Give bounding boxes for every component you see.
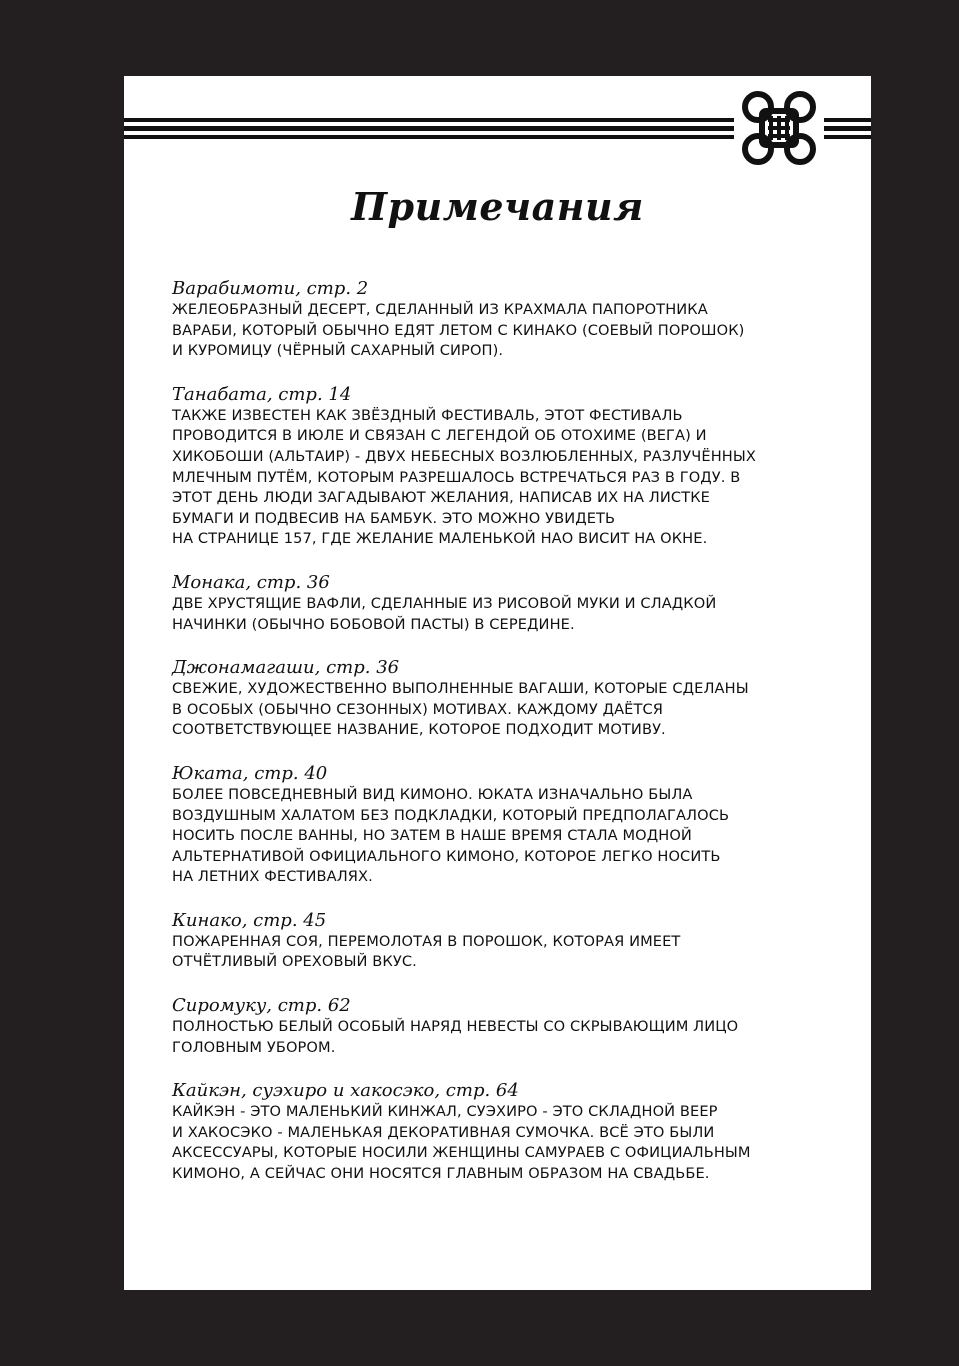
note-text-line: ПОЛНОСТЬЮ БЕЛЫЙ ОСОБЫЙ НАРЯД НЕВЕСТЫ СО СКРЫВАЮЩИМ ЛИЦО [172,1018,739,1036]
note-entry [172,1080,822,1184]
note-text-line: ГОЛОВНЫМ УБОРОМ. [172,1038,336,1056]
note-text-line: ВАРАБИ, КОТОРЫЙ ОБЫЧНО ЕДЯТ ЛЕТОМ С КИНАКО (СОЕВЫЙ ПОРОШОК) [172,321,745,339]
note-text-line: НА СТРАНИЦЕ 157, ГДЕ ЖЕЛАНИЕ МАЛЕНЬКОЙ НАО ВИСИТ НА ОКНЕ. [172,530,708,548]
note-text-line: В ОСОБЫХ (ОБЫЧНО СЕЗОННЫХ) МОТИВАХ. КАЖДОМУ ДАЁТСЯ [172,700,664,718]
note-entry [172,384,822,550]
note-text-line: ПОЖАРЕННАЯ СОЯ, ПЕРЕМОЛОТАЯ В ПОРОШОК, КОТОРАЯ ИМЕЕТ [172,932,681,950]
note-entry [172,910,822,973]
note-entry [172,657,822,741]
note-text-line: ВОЗДУШНЫМ ХАЛАТОМ БЕЗ ПОДКЛАДКИ, КОТОРЫЙ ПРЕДПОЛАГАЛОСЬ [172,806,730,824]
note-heading: Кинако, стр. 45 [172,909,327,931]
note-text-line: ОТЧЁТЛИВЫЙ ОРЕХОВЫЙ ВКУС. [172,953,417,971]
note-text-line: СВЕЖИЕ, ХУДОЖЕСТВЕННО ВЫПОЛНЕННЫЕ ВАГАШИ, КОТОРЫЕ СДЕЛАНЫ [172,680,749,698]
note-text-line: НАЧИНКИ (ОБЫЧНО БОБОВОЙ ПАСТЫ) В СЕРЕДИНЕ. [172,615,575,633]
note-text-line: НОСИТЬ ПОСЛЕ ВАННЫ, НО ЗАТЕМ В НАШЕ ВРЕМЯ СТАЛА МОДНОЙ [172,827,692,845]
note-text-line: АКСЕССУАРЫ, КОТОРЫЕ НОСИЛИ ЖЕНЩИНЫ САМУРАЕВ С ОФИЦИАЛЬНЫМ [172,1144,751,1162]
page-title: Примечания [351,184,644,229]
note-text-line: СООТВЕТСТВУЮЩЕЕ НАЗВАНИЕ, КОТОРОЕ ПОДХОДИТ МОТИВУ. [172,721,666,739]
note-text-line: НА ЛЕТНИХ ФЕСТИВАЛЯХ. [172,868,373,886]
note-entry [172,572,822,635]
note-text-line: КИМОНО, А СЕЙЧАС ОНИ НОСЯТСЯ ГЛАВНЫМ ОБРАЗОМ НА СВАДЬБЕ. [172,1165,710,1183]
note-heading: Танабата, стр. 14 [172,383,352,405]
note-text-line: АЛЬТЕРНАТИВОЙ ОФИЦИАЛЬНОГО КИМОНО, КОТОРОЕ ЛЕГКО НОСИТЬ [172,847,721,865]
notes-page [124,76,871,1290]
note-text-line: КАЙКЭН - ЭТО МАЛЕНЬКИЙ КИНЖАЛ, СУЭХИРО - ЭТО СКЛАДНОЙ ВЕЕР [172,1103,718,1121]
note-entry [172,995,822,1058]
note-text-line: ЭТОТ ДЕНЬ ЛЮДИ ЗАГАДЫВАЮТ ЖЕЛАНИЯ, НАПИСАВ ИХ НА ЛИСТКЕ [172,489,710,507]
note-heading: Монака, стр. 36 [172,571,330,593]
note-text-line: ЖЕЛЕОБРАЗНЫЙ ДЕСЕРТ, СДЕЛАННЫЙ ИЗ КРАХМАЛА ПАПОРОТНИКА [172,301,708,318]
note-text-line: МЛЕЧНЫМ ПУТЁМ, КОТОРЫМ РАЗРЕШАЛОСЬ ВСТРЕЧАТЬСЯ РАЗ В ГОДУ. В [172,468,741,486]
notes-list [172,278,822,1185]
knot-ornament-icon [124,86,871,186]
note-text-line: ТАКЖЕ ИЗВЕСТЕН КАК ЗВЁЗДНЫЙ ФЕСТИВАЛЬ, ЭТОТ ФЕСТИВАЛЬ [172,406,683,424]
note-entry [172,278,822,362]
note-heading: Джонамагаши, стр. 36 [172,657,400,679]
note-text-line: И КУРОМИЦУ (ЧЁРНЫЙ САХАРНЫЙ СИРОП). [172,342,504,360]
note-heading: Юката, стр. 40 [172,762,328,784]
note-entry [172,763,822,888]
note-heading: Кайкэн, суэхиро и хакосэко, стр. 64 [172,1080,519,1102]
note-text-line: И ХАКОСЭКО - МАЛЕНЬКАЯ ДЕКОРАТИВНАЯ СУМОЧКА. ВСЁ ЭТО БЫЛИ [172,1123,715,1141]
note-text-line: ХИКОБОШИ (АЛЬТАИР) - ДВУХ НЕБЕСНЫХ ВОЗЛЮБЛЕННЫХ, РАЗЛУЧЁННЫХ [172,447,756,465]
note-heading: Сиромуку, стр. 62 [172,995,351,1017]
note-heading: Варабимоти, стр. 2 [172,278,369,299]
note-text-line: ДВЕ ХРУСТЯЩИЕ ВАФЛИ, СДЕЛАННЫЕ ИЗ РИСОВОЙ МУКИ И СЛАДКОЙ [172,594,717,612]
note-text-line: БУМАГИ И ПОДВЕСИВ НА БАМБУК. ЭТО МОЖНО УВИДЕТЬ [172,509,616,527]
note-text-line: ПРОВОДИТСЯ В ИЮЛЕ И СВЯЗАН С ЛЕГЕНДОЙ ОБ ОТОХИМЕ (ВЕГА) И [172,427,707,445]
note-text-line: БОЛЕЕ ПОВСЕДНЕВНЫЙ ВИД КИМОНО. ЮКАТА ИЗНАЧАЛЬНО БЫЛА [172,785,693,803]
